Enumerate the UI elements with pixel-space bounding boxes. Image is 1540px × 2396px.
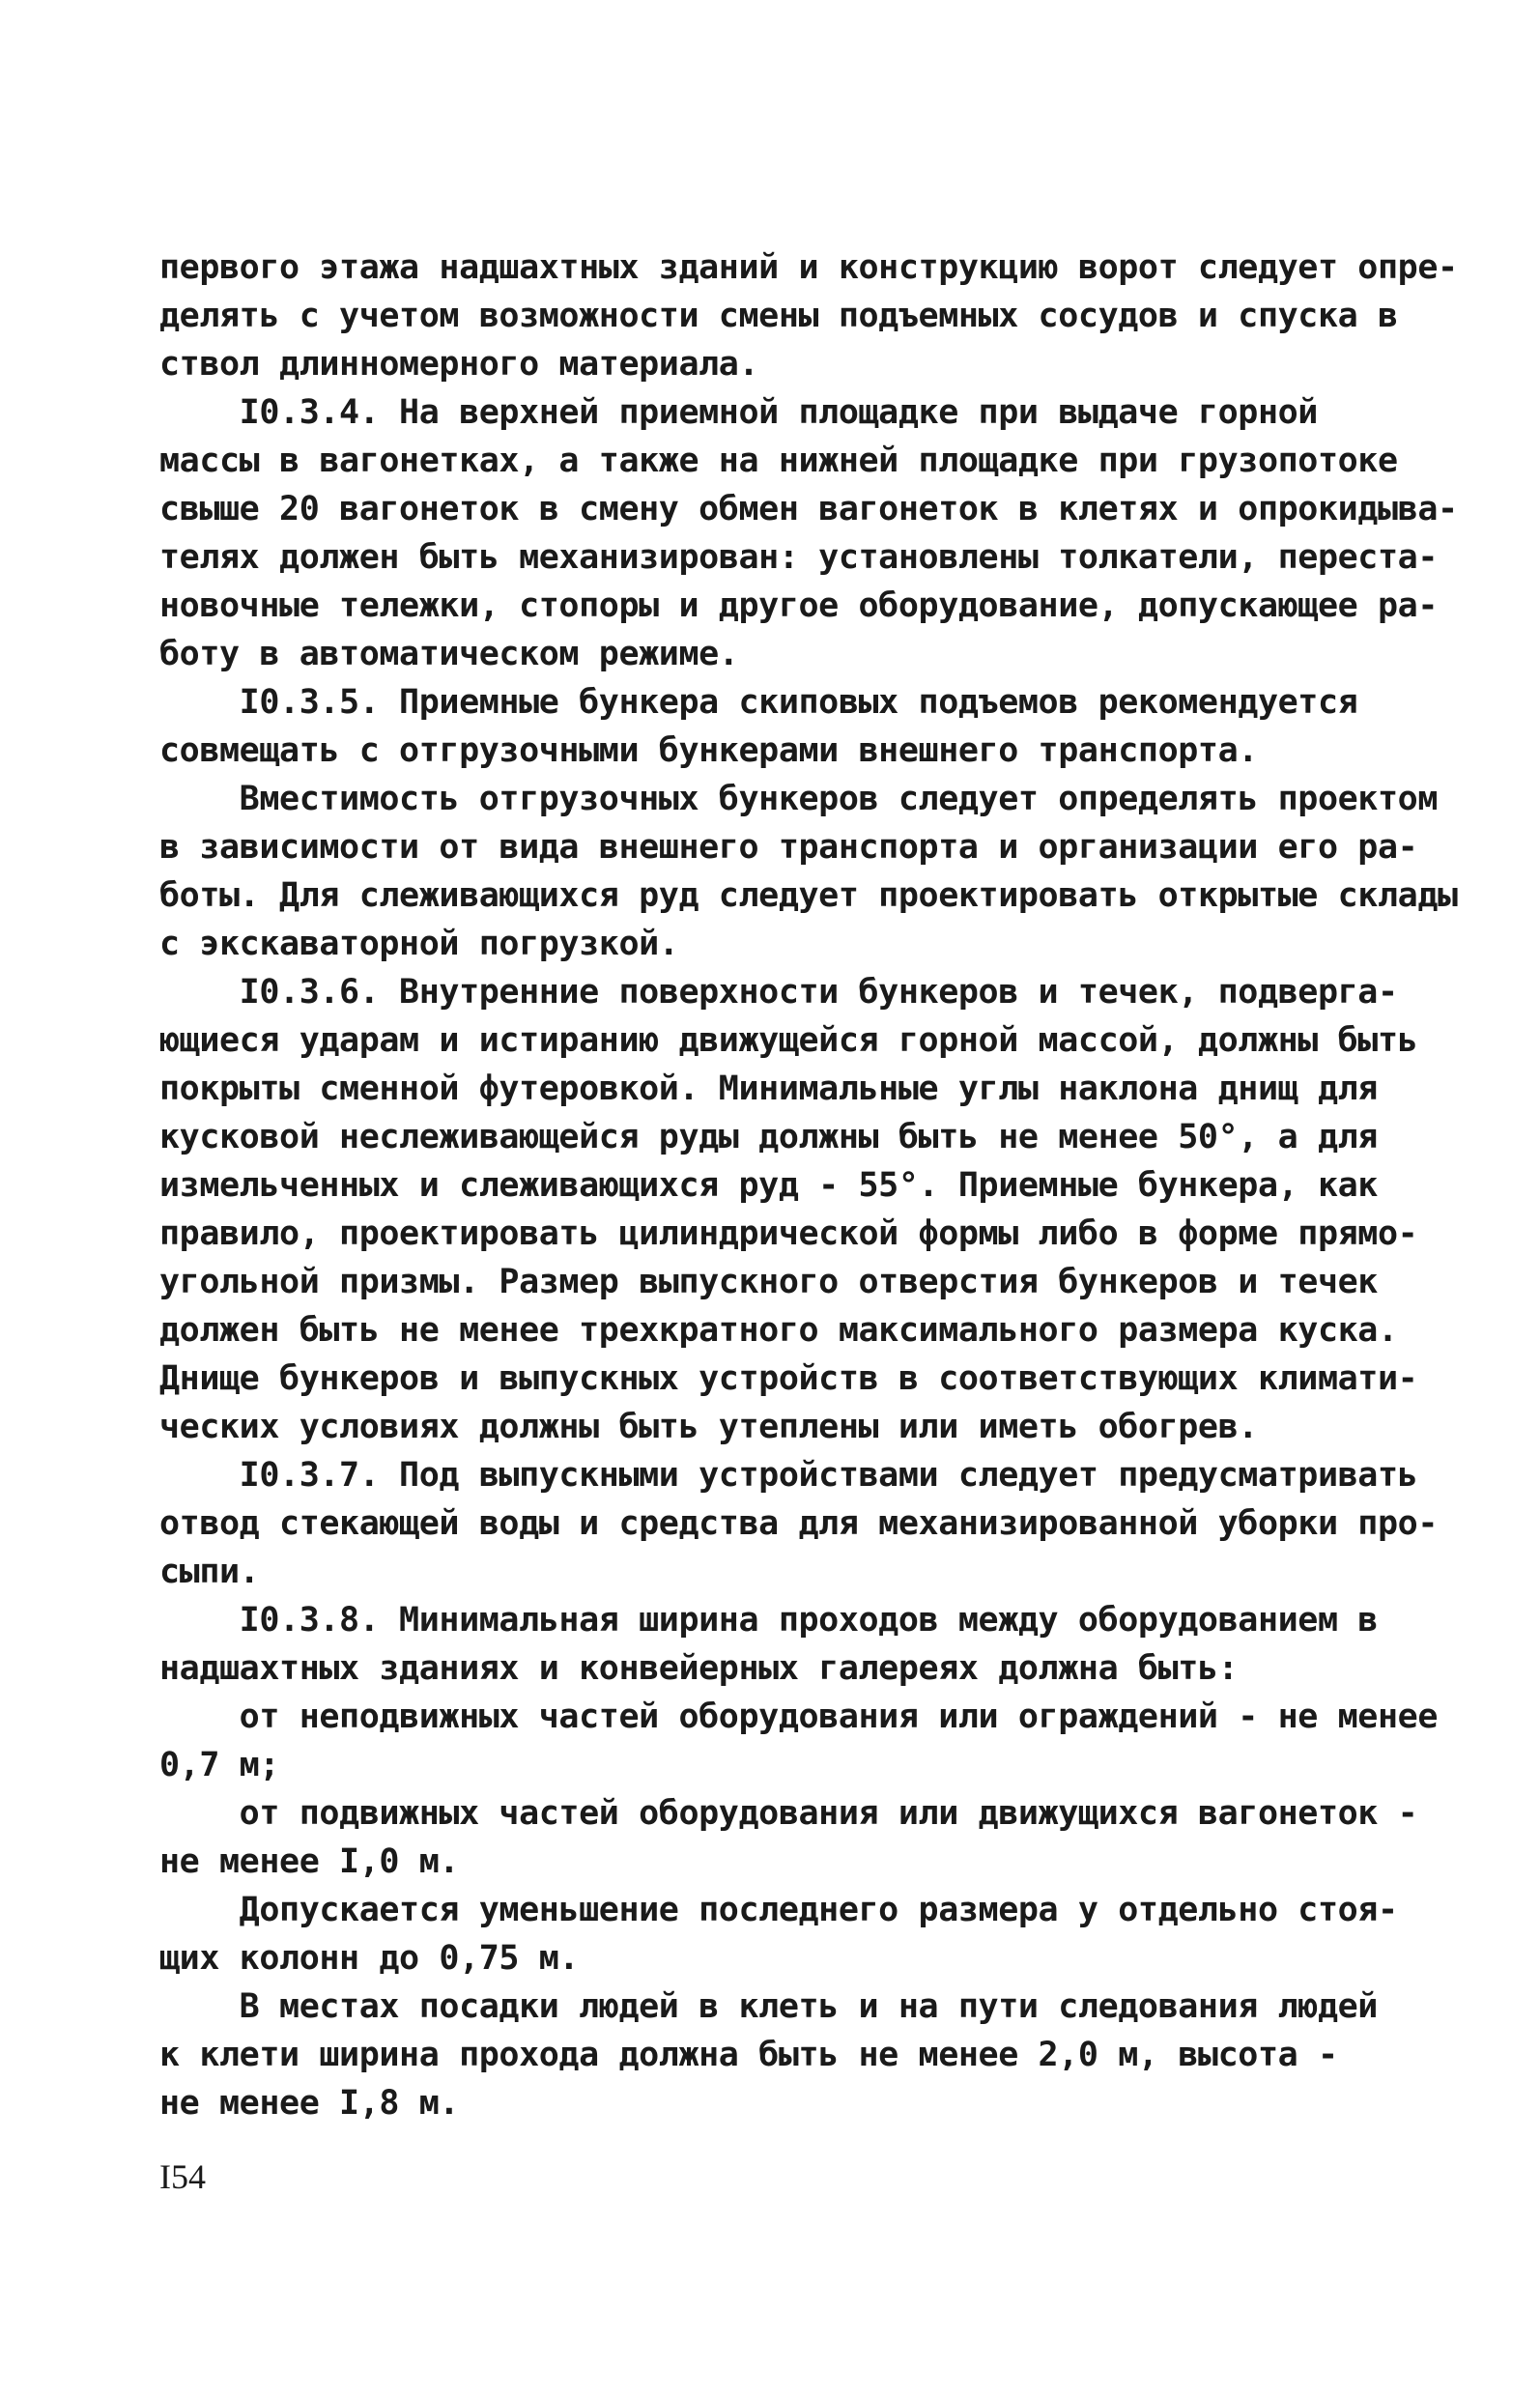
text-line: боту в автоматическом режиме.	[159, 635, 739, 673]
text-line: к клети ширина прохода должна быть не менее 2,0 м, высота -	[159, 2036, 1338, 2074]
text-line: от подвижных частей оборудования или движущихся вагонеток -	[159, 1794, 1418, 1833]
text-line: кусковой неслеживающейся руды должны быть не менее 50°, а для	[159, 1118, 1378, 1156]
text-line: свыше 20 вагонеток в смену обмен вагонеток в клетях и опрокидыва-	[159, 490, 1458, 528]
text-line: первого этажа надшахтных зданий и конструкцию ворот следует опре-	[159, 248, 1458, 287]
text-line: угольной призмы. Размер выпускного отверстия бункеров и течек	[159, 1263, 1378, 1301]
text-line: I0.3.4. На верхней приемной площадке при выдаче горной	[159, 393, 1318, 432]
text-line: Вместимость отгрузочных бункеров следует определять проектом	[159, 780, 1438, 818]
text-line: делять с учетом возможности смены подъемных сосудов и спуска в	[159, 297, 1398, 335]
text-line: измельченных и слеживающихся руд - 55°. Приемные бункера, как	[159, 1166, 1378, 1205]
text-line: боты. Для слеживающихся руд следует проектировать открытые склады	[159, 876, 1458, 915]
text-line: 0,7 м;	[159, 1746, 280, 1784]
text-line: I0.3.6. Внутренние поверхности бункеров и течек, подверга-	[159, 973, 1398, 1012]
text-line: ющиеся ударам и истиранию движущейся горной массой, должны быть	[159, 1021, 1418, 1060]
text-line: I0.3.7. Под выпускными устройствами следует предусматривать	[159, 1456, 1418, 1495]
text-line: не менее I,8 м.	[159, 2084, 460, 2123]
text-line: Днище бункеров и выпускных устройств в соответствующих климати-	[159, 1359, 1418, 1398]
body-text	[159, 243, 1458, 2127]
text-line: I0.3.5. Приемные бункера скиповых подъемов рекомендуется	[159, 683, 1358, 722]
text-line: надшахтных зданиях и конвейерных галереях должна быть:	[159, 1649, 1239, 1688]
text-line: телях должен быть механизирован: установлены толкатели, переста-	[159, 538, 1438, 577]
text-line: ческих условиях должны быть утеплены или иметь обогрев.	[159, 1408, 1258, 1446]
text-line: щих колонн до 0,75 м.	[159, 1939, 580, 1978]
text-line: ствол длинномерного материала.	[159, 345, 759, 384]
text-line: В местах посадки людей в клеть и на пути следования людей	[159, 1987, 1378, 2026]
text-line: не менее I,0 м.	[159, 1842, 460, 1881]
page-number: I54	[159, 2157, 206, 2196]
text-line: новочные тележки, стопоры и другое оборудование, допускающее ра-	[159, 586, 1438, 625]
text-line: I0.3.8. Минимальная ширина проходов между оборудованием в	[159, 1601, 1378, 1640]
text-line: должен быть не менее трехкратного максимального размера куска.	[159, 1311, 1398, 1350]
text-line: от неподвижных частей оборудования или ограждений - не менее	[159, 1697, 1438, 1736]
text-line: с экскаваторной погрузкой.	[159, 925, 679, 963]
text-line: Допускается уменьшение последнего размера у отдельно стоя-	[159, 1891, 1398, 1929]
text-line: покрыты сменной футеровкой. Минимальные углы наклона днищ для	[159, 1070, 1378, 1108]
text-line: массы в вагонетках, а также на нижней площадке при грузопотоке	[159, 442, 1398, 480]
text-line: отвод стекающей воды и средства для механизированной уборки про-	[159, 1504, 1438, 1543]
text-line: в зависимости от вида внешнего транспорта и организации его ра-	[159, 828, 1418, 867]
text-line: сыпи.	[159, 1553, 260, 1591]
text-line: совмещать с отгрузочными бункерами внешнего транспорта.	[159, 731, 1258, 770]
text-line: правило, проектировать цилиндрической формы либо в форме прямо-	[159, 1214, 1418, 1253]
